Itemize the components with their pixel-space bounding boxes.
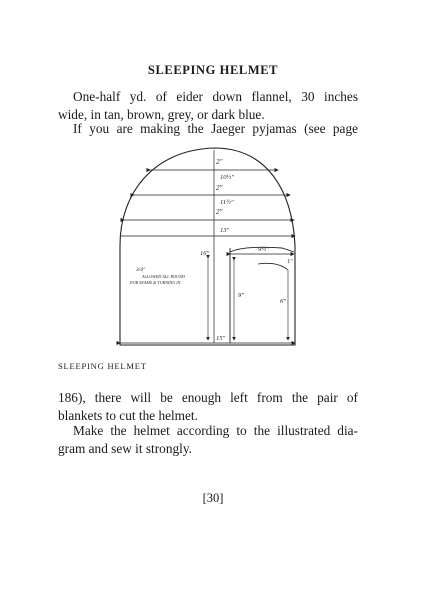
measure-label: 11½" (220, 199, 234, 206)
paragraph-blankets (58, 389, 358, 424)
measure-label: 9½" (258, 246, 269, 253)
measure-label: ALLOWED ALL ROUND (142, 274, 185, 279)
measure-label: 9" (238, 292, 244, 299)
measure-label: 10½" (220, 174, 235, 181)
measure-label: 15" (216, 335, 226, 342)
measure-label: 2" (216, 158, 223, 166)
measure-label: 6" (280, 298, 286, 305)
paragraph-line: 186), there will be enough left from the pair of (58, 390, 358, 405)
measure-label: 2" (216, 184, 223, 192)
measure-label: 16" (200, 250, 210, 257)
measure-label: FOR SEAMS & TURNING IN (130, 280, 181, 285)
paragraph-pyjamas-ref (58, 120, 358, 138)
paragraph-instructions (58, 422, 358, 457)
paragraph-line: wide, in tan, brown, grey, or dark blue. (58, 106, 265, 122)
paragraph-line: gram and sew it strongly. (58, 440, 192, 456)
page-number: [30] (202, 491, 224, 505)
paragraph-line: If you are making the Jaeger pyjamas (see page (73, 121, 358, 136)
helmet-pattern-diagram (112, 140, 312, 355)
paragraph-line: One-half yd. of eider down flannel, 30 inches (73, 89, 358, 104)
measure-label: 13" (220, 227, 230, 234)
figure-caption: SLEEPING HELMET (58, 361, 147, 371)
measure-label: 3/4" (136, 267, 146, 273)
paragraph-line: Make the helmet according to the illustrated dia- (73, 423, 358, 438)
cheek-curve (258, 263, 288, 270)
measure-label: 2" (216, 208, 223, 216)
page-title: SLEEPING HELMET (147, 63, 279, 77)
paragraph-materials (58, 88, 358, 123)
paragraph-line: blankets to cut the helmet. (58, 407, 198, 423)
measure-label: 1" (287, 259, 293, 265)
